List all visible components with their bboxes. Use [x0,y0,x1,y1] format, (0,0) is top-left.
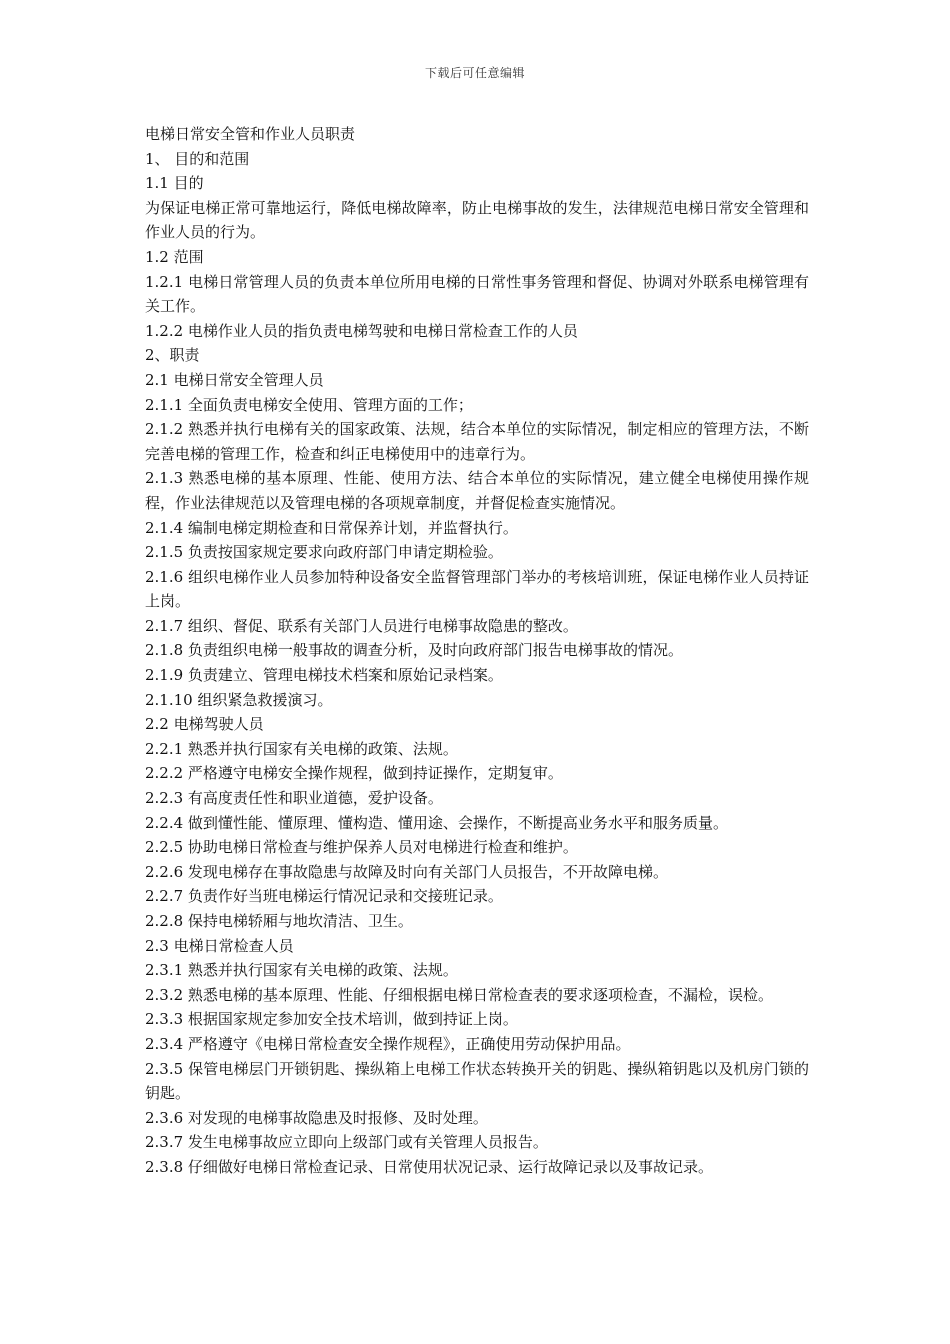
paragraph: 2.2.4 做到懂性能、懂原理、懂构造、懂用途、会操作，不断提高业务水平和服务质量。 [145,813,728,832]
paragraph: 2.3.1 熟悉并执行国家有关电梯的政策、法规。 [145,961,458,980]
document-title: 电梯日常安全管和作业人员职责 [145,125,356,143]
paragraph: 1.2.2 电梯作业人员的指负责电梯驾驶和电梯日常检查工作的人员 [145,321,578,340]
paragraph: 2.2.5 协助电梯日常检查与维护保养人员对电梯进行检查和维护。 [145,838,578,857]
paragraph: 2.1.10 组织紧急救援演习。 [145,690,333,709]
paragraph: 2.3 电梯日常检查人员 [145,936,294,955]
paragraph: 1.1 目的 [145,174,204,193]
paragraph: 2.3.8 仔细做好电梯日常检查记录、日常使用状况记录、运行故障记录以及事故记录。 [145,1157,713,1176]
paragraph: 2.3.2 熟悉电梯的基本原理、性能、仔细根据电梯日常检查表的要求逐项检查，不漏检，误检。 [145,985,773,1004]
paragraph: 2.1.5 负责按国家规定要求向政府部门申请定期检验。 [145,543,503,562]
paragraph: 2.3.6 对发现的电梯事故隐患及时报修、及时处理。 [145,1108,488,1127]
paragraph: 2.1.7 组织、督促、联系有关部门人员进行电梯事故隐患的整改。 [145,616,578,635]
paragraph: 2.1.3 熟悉电梯的基本原理、性能、使用方法、结合本单位的实际情况，建立健全电梯使用操作规程，作业法律规范以及管理电梯的各项规章制度，并督促检查实施情况。 [145,469,809,512]
paragraph: 2.1.8 负责组织电梯一般事故的调查分析，及时向政府部门报告电梯事故的情况。 [145,641,683,660]
paragraph: 2.1 电梯日常安全管理人员 [145,370,324,389]
paragraph: 2.2 电梯驾驶人员 [145,715,264,734]
paragraph: 2.2.2 严格遵守电梯安全操作规程，做到持证操作，定期复审。 [145,764,563,783]
paragraph: 1.2 范围 [145,247,204,266]
paragraph: 2.3.5 保管电梯层门开锁钥匙、操纵箱上电梯工作状态转换开关的钥匙、操纵箱钥匙以及机房门锁的钥匙。 [145,1059,809,1103]
paragraph: 2.3.3 根据国家规定参加安全技术培训，做到持证上岗。 [145,1010,518,1029]
paragraph: 2.2.6 发现电梯存在事故隐患与故障及时向有关部门人员报告，不开故障电梯。 [145,862,668,881]
paragraph: 为保证电梯正常可靠地运行，降低电梯故障率，防止电梯事故的发生，法律规范电梯日常安全管理和作业人员的行为。 [145,198,809,242]
paragraph: 1.2.1 电梯日常管理人员的负责本单位所用电梯的日常性事务管理和督促、协调对外联系电梯管理有关工作。 [145,272,809,316]
paragraph: 1、 目的和范围 [145,149,250,168]
paragraph: 2.1.2 熟悉并执行电梯有关的国家政策、法规，结合本单位的实际情况，制定相应的管理方法，不断完善电梯的管理工作，检查和纠正电梯使用中的违章行为。 [145,420,809,463]
paragraph: 2.1.9 负责建立、管理电梯技术档案和原始记录档案。 [145,666,503,685]
paragraph: 2.3.7 发生电梯事故应立即向上级部门或有关管理人员报告。 [145,1133,548,1152]
paragraph: 2、职责 [145,346,200,365]
paragraph: 2.2.7 负责作好当班电梯运行情况记录和交接班记录。 [145,887,503,906]
paragraph: 2.2.1 熟悉并执行国家有关电梯的政策、法规。 [145,739,458,758]
paragraph: 2.2.8 保持电梯轿厢与地坎清洁、卫生。 [145,912,413,930]
document-body [145,122,809,1180]
paragraph: 2.1.6 组织电梯作业人员参加特种设备安全监督管理部门举办的考核培训班，保证电梯作业人员持证上岗。 [145,567,809,611]
paragraph: 2.2.3 有高度责任性和职业道德，爱护设备。 [145,789,443,808]
paragraph: 2.1.1 全面负责电梯安全使用、管理方面的工作； [145,395,473,414]
paragraph: 2.1.4 编制电梯定期检查和日常保养计划，并监督执行。 [145,518,518,537]
paragraph: 2.3.4 严格遵守《电梯日常检查安全操作规程》，正确使用劳动保护用品。 [145,1034,631,1053]
header-note: 下载后可任意编辑 [424,66,525,80]
